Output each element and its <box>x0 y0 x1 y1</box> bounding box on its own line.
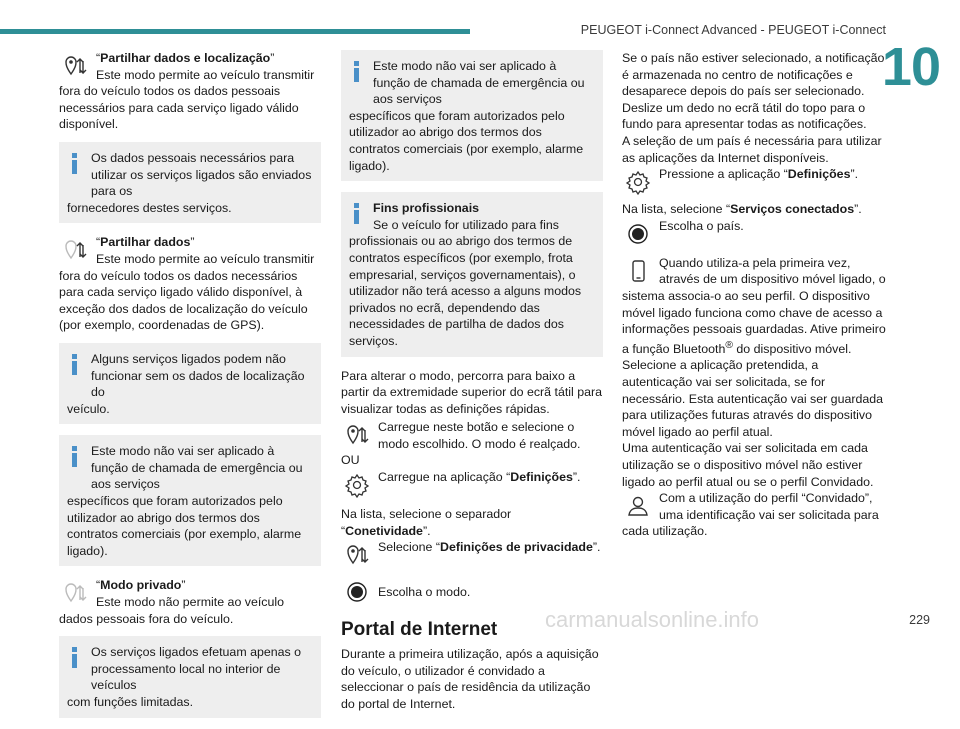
step-privacy-settings <box>341 539 603 572</box>
radio-selected-icon <box>622 218 654 250</box>
section-heading: Portal de Internet <box>341 619 498 641</box>
info-icon <box>72 446 77 467</box>
text: Selecione “ <box>378 540 440 555</box>
settings-gear-icon <box>341 469 373 501</box>
paragraph: A seleção de um país é necessária para utilizar as aplicações da Internet disponíveis. <box>622 133 882 165</box>
text: Carregue na aplicação “ <box>378 470 511 485</box>
note-text-rest: profissionais ou ao abrigo dos termos de contratos específicos (por exemplo, frota empresarial, serviços governamentais), o utilizador não terá acesso a alguns modos privados no ecrã, dependendo das necessidades de partilha de dados dos serviços. <box>349 234 582 348</box>
mode-desc-line: Este modo não permite ao veículo dados <box>59 595 285 626</box>
text: ”. <box>422 523 431 538</box>
settings-gear-icon <box>622 166 654 198</box>
step-text: Escolha o país. <box>659 218 744 233</box>
note-text: Os dados pessoais necessários para utilizar os serviços ligados são enviados para os <box>91 150 312 199</box>
step-text: Quando utiliza-a pela primeira vez, através de um dispositivo móvel ligado, o sistema <box>622 255 886 303</box>
note-text: Este modo não vai ser aplicado à função de chamada de emergência ou aos serviços <box>91 444 303 492</box>
info-icon <box>354 203 359 224</box>
text: Pressione a aplicação “ <box>659 167 788 182</box>
info-note <box>59 636 321 717</box>
privacy-mode-icon <box>341 419 373 451</box>
privacy-mode-icon <box>59 50 91 82</box>
mode-share-data: “Partilhar dados” Este modo permite ao veículo transmitir fora do veículo todos os dados necessários para cada serviço ligado válido disponível, à exceção dos dados de localização do veículo (por exemplo, coordenadas de GPS). <box>59 235 315 333</box>
paragraph: Uma autenticação vai ser solicitada em cada utilização se o dispositivo móvel não estiver ligado ao perfil atual ou se o perfil Convidado. <box>622 441 874 489</box>
mode-title: Modo privado <box>100 578 182 593</box>
radio-selected-icon <box>341 576 373 608</box>
header-title: PEUGEOT i-Connect Advanced - PEUGEOT i-Connect <box>580 23 886 37</box>
registered-mark: ® <box>725 339 733 351</box>
mode-desc-line: Este modo permite ao veículo transmitir <box>96 251 315 266</box>
step-choose-mode <box>341 576 603 609</box>
step-text-rest: utilização. <box>652 524 708 539</box>
info-note <box>59 435 321 566</box>
info-note <box>59 142 321 223</box>
step-text-end: do dispositivo móvel. <box>732 341 852 356</box>
step-text-rest: associa-o ao seu perfil. O dispositivo móvel ligado funciona como chave de acesso a informações pessoais guardadas. Ative primeiro a função Bluetooth <box>622 288 886 356</box>
note-text-rest: específicos que foram autorizados pelo utilizador ao abrigo dos termos dos contratos comerciais (por exemplo, alarme ligado). <box>349 108 584 173</box>
privacy-mode-icon <box>59 234 91 266</box>
mode-desc: do veículo todos os dados pessoais necessários para cada serviço ligado válido disponível. <box>59 84 299 132</box>
info-icon <box>354 61 359 82</box>
step-choose-country <box>622 218 886 251</box>
watermark: carmanualsonline.info <box>545 607 760 632</box>
header-bar <box>0 29 470 34</box>
info-note-professional <box>341 192 603 356</box>
smartphone-icon <box>622 255 654 287</box>
step-settings <box>622 166 886 199</box>
guest-profile-icon <box>622 490 654 522</box>
mode-desc: fora do veículo todos os dados necessários para cada serviço ligado válido disponível, à exceção dos dados de localização do veículo (por exemplo, coordenadas de GPS). <box>59 268 308 333</box>
note-text-rest: fornecedores destes serviços. <box>67 200 232 215</box>
mode-desc-line: Este modo permite ao veículo transmitir fora <box>59 67 315 99</box>
mode-private: “Modo privado” Este modo não permite ao veículo dados pessoais fora do veículo. <box>59 578 285 626</box>
text: Na lista, selecione “ <box>622 202 731 217</box>
app-name: Definições <box>787 167 851 182</box>
info-icon <box>72 647 77 668</box>
chapter-number: 10 <box>881 37 940 97</box>
text: ”. <box>850 167 859 182</box>
note-text: Este modo não vai ser aplicado à função de chamada de emergência ou aos serviços <box>373 59 585 107</box>
note-text: Alguns serviços ligados podem não funcionar sem os dados de localização do <box>91 351 305 400</box>
step-mobile-device <box>622 255 886 358</box>
text: ”. <box>592 540 601 555</box>
note-text: Se o veículo for utilizado para fins <box>373 217 559 232</box>
info-note <box>341 50 603 181</box>
mode-title: Partilhar dados <box>100 235 191 250</box>
column-1 <box>59 50 321 729</box>
or-label: OU <box>341 453 360 468</box>
text: ”. <box>854 202 862 217</box>
note-text-rest: específicos que foram autorizados pelo utilizador ao abrigo dos termos dos contratos comerciais (por exemplo, alarme ligado). <box>67 494 302 558</box>
mode-title: Partilhar dados e localização <box>100 51 271 65</box>
privacy-mode-icon <box>59 577 91 609</box>
step-privacy-button <box>341 419 603 452</box>
tab-name: Conetividade <box>345 523 423 538</box>
step-guest-profile <box>622 490 886 540</box>
mode-share-data-location: “Partilhar dados e localização” Este modo permite ao veículo transmitir fora do veículo todos os dados pessoais necessários para cada serviço ligado válido disponível. <box>59 51 315 132</box>
note-text-rest: com funções limitadas. <box>67 695 194 709</box>
step-text: Carregue neste botão e selecione o modo escolhido. O modo é realçado. <box>378 420 581 451</box>
text: Na lista, selecione o separador “ <box>341 507 512 538</box>
text: ”. <box>572 470 581 485</box>
note-title: Fins profissionais <box>373 201 480 216</box>
info-note <box>59 343 321 424</box>
note-text: Os serviços ligados efetuam apenas o processamento local no interior de veículos <box>91 645 302 693</box>
column-3 <box>622 50 886 549</box>
paragraph: Se o país não estiver selecionado, a notificação é armazenada no centro de notificações e desaparece depois do país ser selecionado. Deslize um dedo no ecrã tátil do topo para o fundo para apresentar todas as notificações. <box>622 51 885 132</box>
menu-name: Serviços conectados <box>730 202 855 217</box>
info-icon <box>72 354 77 375</box>
page-number: 229 <box>909 613 930 627</box>
option-name: Definições de privacidade <box>440 540 593 555</box>
step-text: Escolha o modo. <box>378 585 471 600</box>
step-settings <box>341 469 603 502</box>
privacy-mode-icon <box>341 539 373 571</box>
paragraph: Para alterar o modo, percorra para baixo a partir da extremidade superior do ecrã tátil para visualizar todas as definições rápidas. <box>341 368 603 416</box>
mode-desc: pessoais fora do veículo. <box>96 611 234 626</box>
app-name: Definições <box>510 470 573 485</box>
note-text-rest: veículo. <box>67 401 110 416</box>
paragraph: Selecione a aplicação pretendida, a autenticação vai ser solicitada, se for necessário. Esta autenticação vai ser guardada para utilizações futuras através do dispositivo móvel ligado ao perfil atual. <box>622 358 884 439</box>
paragraph: Durante a primeira utilização, após a aquisição do veículo, o utilizador é convidado a seleccionar o país de residência da utilização do portal de Internet. <box>341 647 599 712</box>
info-icon <box>72 153 77 174</box>
step-text: Com a utilização do perfil “Convidado”, uma identificação vai ser solicitada para cada <box>622 491 879 539</box>
